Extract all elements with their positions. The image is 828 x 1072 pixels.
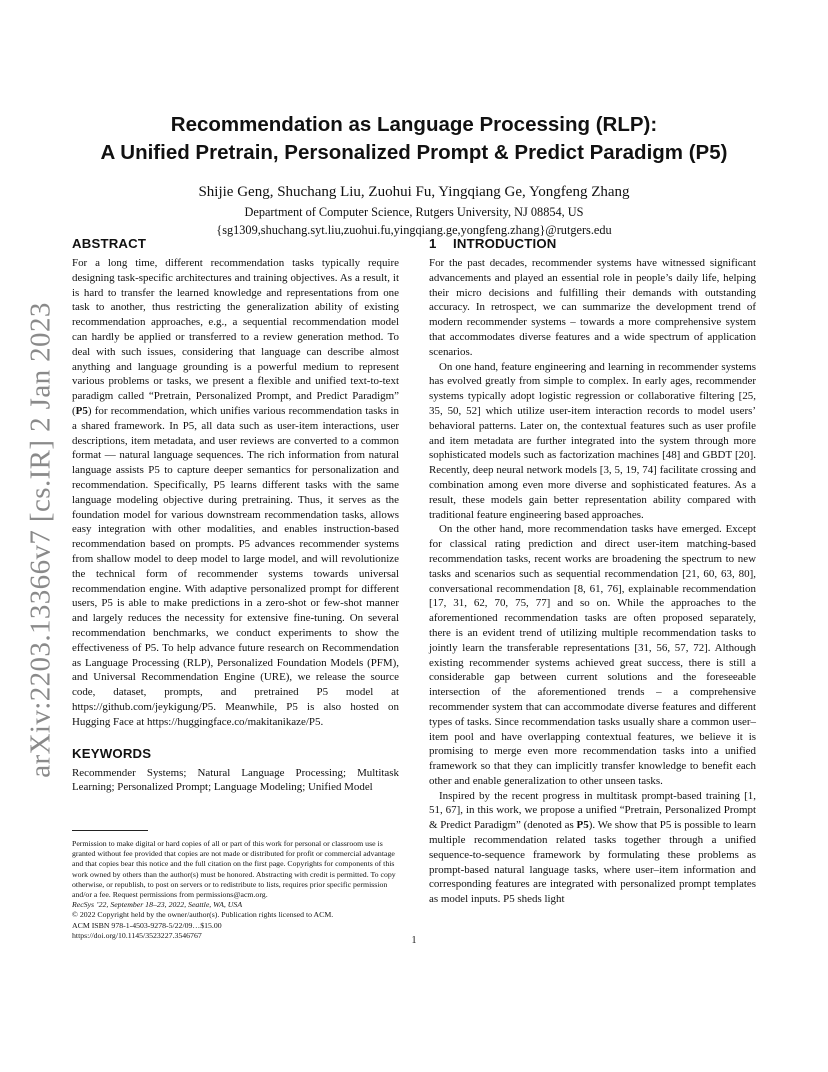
- permission-notice: Permission to make digital or hard copies of all or part of this work for personal or classroom use is granted without fee provided that copies are not made or distributed for profit or commercial advantage and that copies bear this notice and the full citation on the first page. Copyrights for components of this work owned by others than the author(s) must be honored. Abstracting with credit is permitted. To copy otherwise, or republish, to post on servers or to redistribute to lists, requires prior specific permission and/or a fee. Request permissions from permissions@acm.org.: [72, 839, 396, 900]
- abstract-text-part-1: For a long time, different recommendation tasks typically require designing task-specific architectures and training objectives. As a result, it is hard to transfer the learned knowledge and representations from one task to another, thus restricting the generalization ability of existing recommendation approaches, e.g., a sequential recommendation model can hardly be applied or transferred to a review generation method. To deal with such issues, considering that language can describe almost anything and language grounding is a powerful medium to represent various problems or tasks, we present a flexible and unified text-to-text paradigm called “Pretrain, Personalized Prompt, and Predict Paradigm” (: [72, 257, 399, 417]
- keywords-heading: KEYWORDS: [72, 745, 152, 761]
- arxiv-identifier-stamp: [22, 302, 60, 778]
- copyright-line: © 2022 Copyright held by the owner/author(s). Publication rights licensed to ACM.: [72, 910, 334, 920]
- intro-paragraph-2: On one hand, feature engineering and learning in recommender systems has evolved greatly from simple to complex. In early ages, recommender systems typically adopt logistic regression or collaborative filtering [25, 35, 50, 52] which utilize user-item interaction records to model users’ behavioral patterns. Later on, the contextual features such as user profile and item metadata are further integrated into the system through more sophisticated models such as factorization machines [48] and GBDT [20]. Recently, deep neural network models [3, 5, 19, 74] facilitate crossing and combination among even more diverse and sophisticated features. As a result, these models gain better representation ability compared with traditional feature engineering based approaches.: [429, 360, 756, 521]
- author-list: Shijie Geng, Shuchang Liu, Zuohui Fu, Yingqiang Ge, Yongfeng Zhang: [198, 184, 630, 200]
- copyright-footnote: [72, 839, 399, 941]
- keywords-body: Recommender Systems; Natural Language Processing; Multitask Learning; Personalized Prompt; Language Modeling; Unified Model: [72, 766, 399, 794]
- intro-p4-part-1: Inspired by the recent progress in multitask prompt-based training [1, 51, 67], in this work, we propose a unified “Pretrain, Personalized Prompt & Predict Paradigm” (denoted as: [429, 789, 756, 832]
- section-title: INTRODUCTION: [453, 236, 557, 251]
- page-number: 1: [411, 935, 417, 946]
- intro-p4-part-2: ). We show that P5 is possible to learn multiple recommendation related tasks together through a unified sequence-to-sequence framework by formulating these problems as prompt-based natural language tasks, where user–item information and corresponding features are integrated with personalized prompt templates as model inputs. P5 sheds light: [429, 819, 756, 906]
- abstract-heading: ABSTRACT: [72, 236, 147, 251]
- section-number: 1: [429, 236, 437, 251]
- introduction-heading: [429, 235, 756, 252]
- abstract-model-name: P5: [75, 404, 88, 417]
- intro-paragraph-4: [429, 789, 756, 907]
- left-column: [72, 235, 399, 795]
- intro-paragraph-3: On the other hand, more recommendation tasks have emerged. Except for classical rating prediction and direct user-item matching-based recommendation tasks, recent works are broadening the spectrum to new tasks and scenarios such as sequential recommendation [21, 60, 63, 80], conversational recommendation [8, 61, 76], explainable recommendation [17, 31, 62, 70, 75, 77] and so on. While the approaches to the aforementioned recommendation tasks are often proposed separately, there is an evident trend of utilizing multiple recommendation tasks to jointly learn the transferable representations [31, 56, 57, 72]. Although existing recommender systems achieved great success, there is still a considerable gap between current solutions and the foreseeable intersection of the aforementioned trends – a comprehensive recommender system that can accommodate diverse features and different types of tasks. Since recommendation tasks usually share a common user–item pool and have overlapping contextual features, we believe it is promising to merge even more recommendation tasks into a unified framework so that they can implicitly transfer knowledge to benefit each other and enable generalization to other unseen tasks.: [429, 523, 756, 787]
- paper-title-line-2: A Unified Pretrain, Personalized Prompt & Predict Paradigm (P5): [100, 141, 728, 164]
- paper-title-line-1: Recommendation as Language Processing (RLP):: [170, 113, 658, 136]
- abstract-body: [72, 256, 399, 730]
- right-column: [429, 235, 756, 907]
- footnote-divider: [72, 830, 148, 831]
- intro-paragraph-1: For the past decades, recommender systems have witnessed significant advancements and played an essential role in people’s daily life, helping their micro decisions and fulfilling their demands with outstanding accuracy. In retrospect, we can summarize the development trend of modern recommender systems – towards a more comprehensive system that accommodates diverse features and a wide spectrum of application scenarios.: [429, 257, 756, 358]
- conference-venue: RecSys ’22, September 18–23, 2022, Seattle, WA, USA: [72, 900, 243, 910]
- intro-model-name: P5: [576, 819, 589, 832]
- abstract-text-part-2: ) for recommendation, which unifies various recommendation tasks in a shared framework. In P5, all data such as user-item interactions, user descriptions, item metadata, and user reviews are converted to a common format — natural language sequences. The rich information from natural language assists P5 to capture deeper semantics for personalization and recommendation. Specifically, P5 learns different tasks with the same language modeling objective during pretraining. Thus, it serves as the foundation model for various downstream recommendation tasks, allows easy integration with other modalities, and enables instruction-based recommendation based on prompts. P5 advances recommender systems from shallow model to deep model to large model, and will revolutionize the technical form of recommender systems towards universal recommendation engine. With adaptive personalized prompt for different users, P5 is able to make predictions in a zero-shot or few-shot manner and largely reduces the necessity for extensive fine-tuning. On several recommendation benchmarks, we conduct experiments to show the effectiveness of P5. To help advance future research on Recommendation as Language Processing (RLP), Personalized Foundation Models (PFM), and Universal Recommendation Engine (URE), we release the source code, dataset, prompts, and pretrained P5 model at https://github.com/jeykigung/P5. Meanwhile, P5 is also hosted on Hugging Face at https://huggingface.co/makitanikaze/P5.: [72, 404, 399, 728]
- affiliation: Department of Computer Science, Rutgers University, NJ 08854, US: [244, 205, 584, 219]
- doi-line: https://doi.org/10.1145/3523227.3546767: [72, 930, 202, 940]
- isbn-line: ACM ISBN 978-1-4503-9278-5/22/09…$15.00: [72, 920, 222, 930]
- author-emails: {sg1309,shuchang.syt.liu,zuohui.fu,yingqiang.ge,yongfeng.zhang}@rutgers.edu: [216, 223, 612, 237]
- arxiv-identifier-text: arXiv:2203.13366v7 [cs.IR] 2 Jan 2023: [24, 302, 57, 778]
- title-block: [60, 111, 768, 238]
